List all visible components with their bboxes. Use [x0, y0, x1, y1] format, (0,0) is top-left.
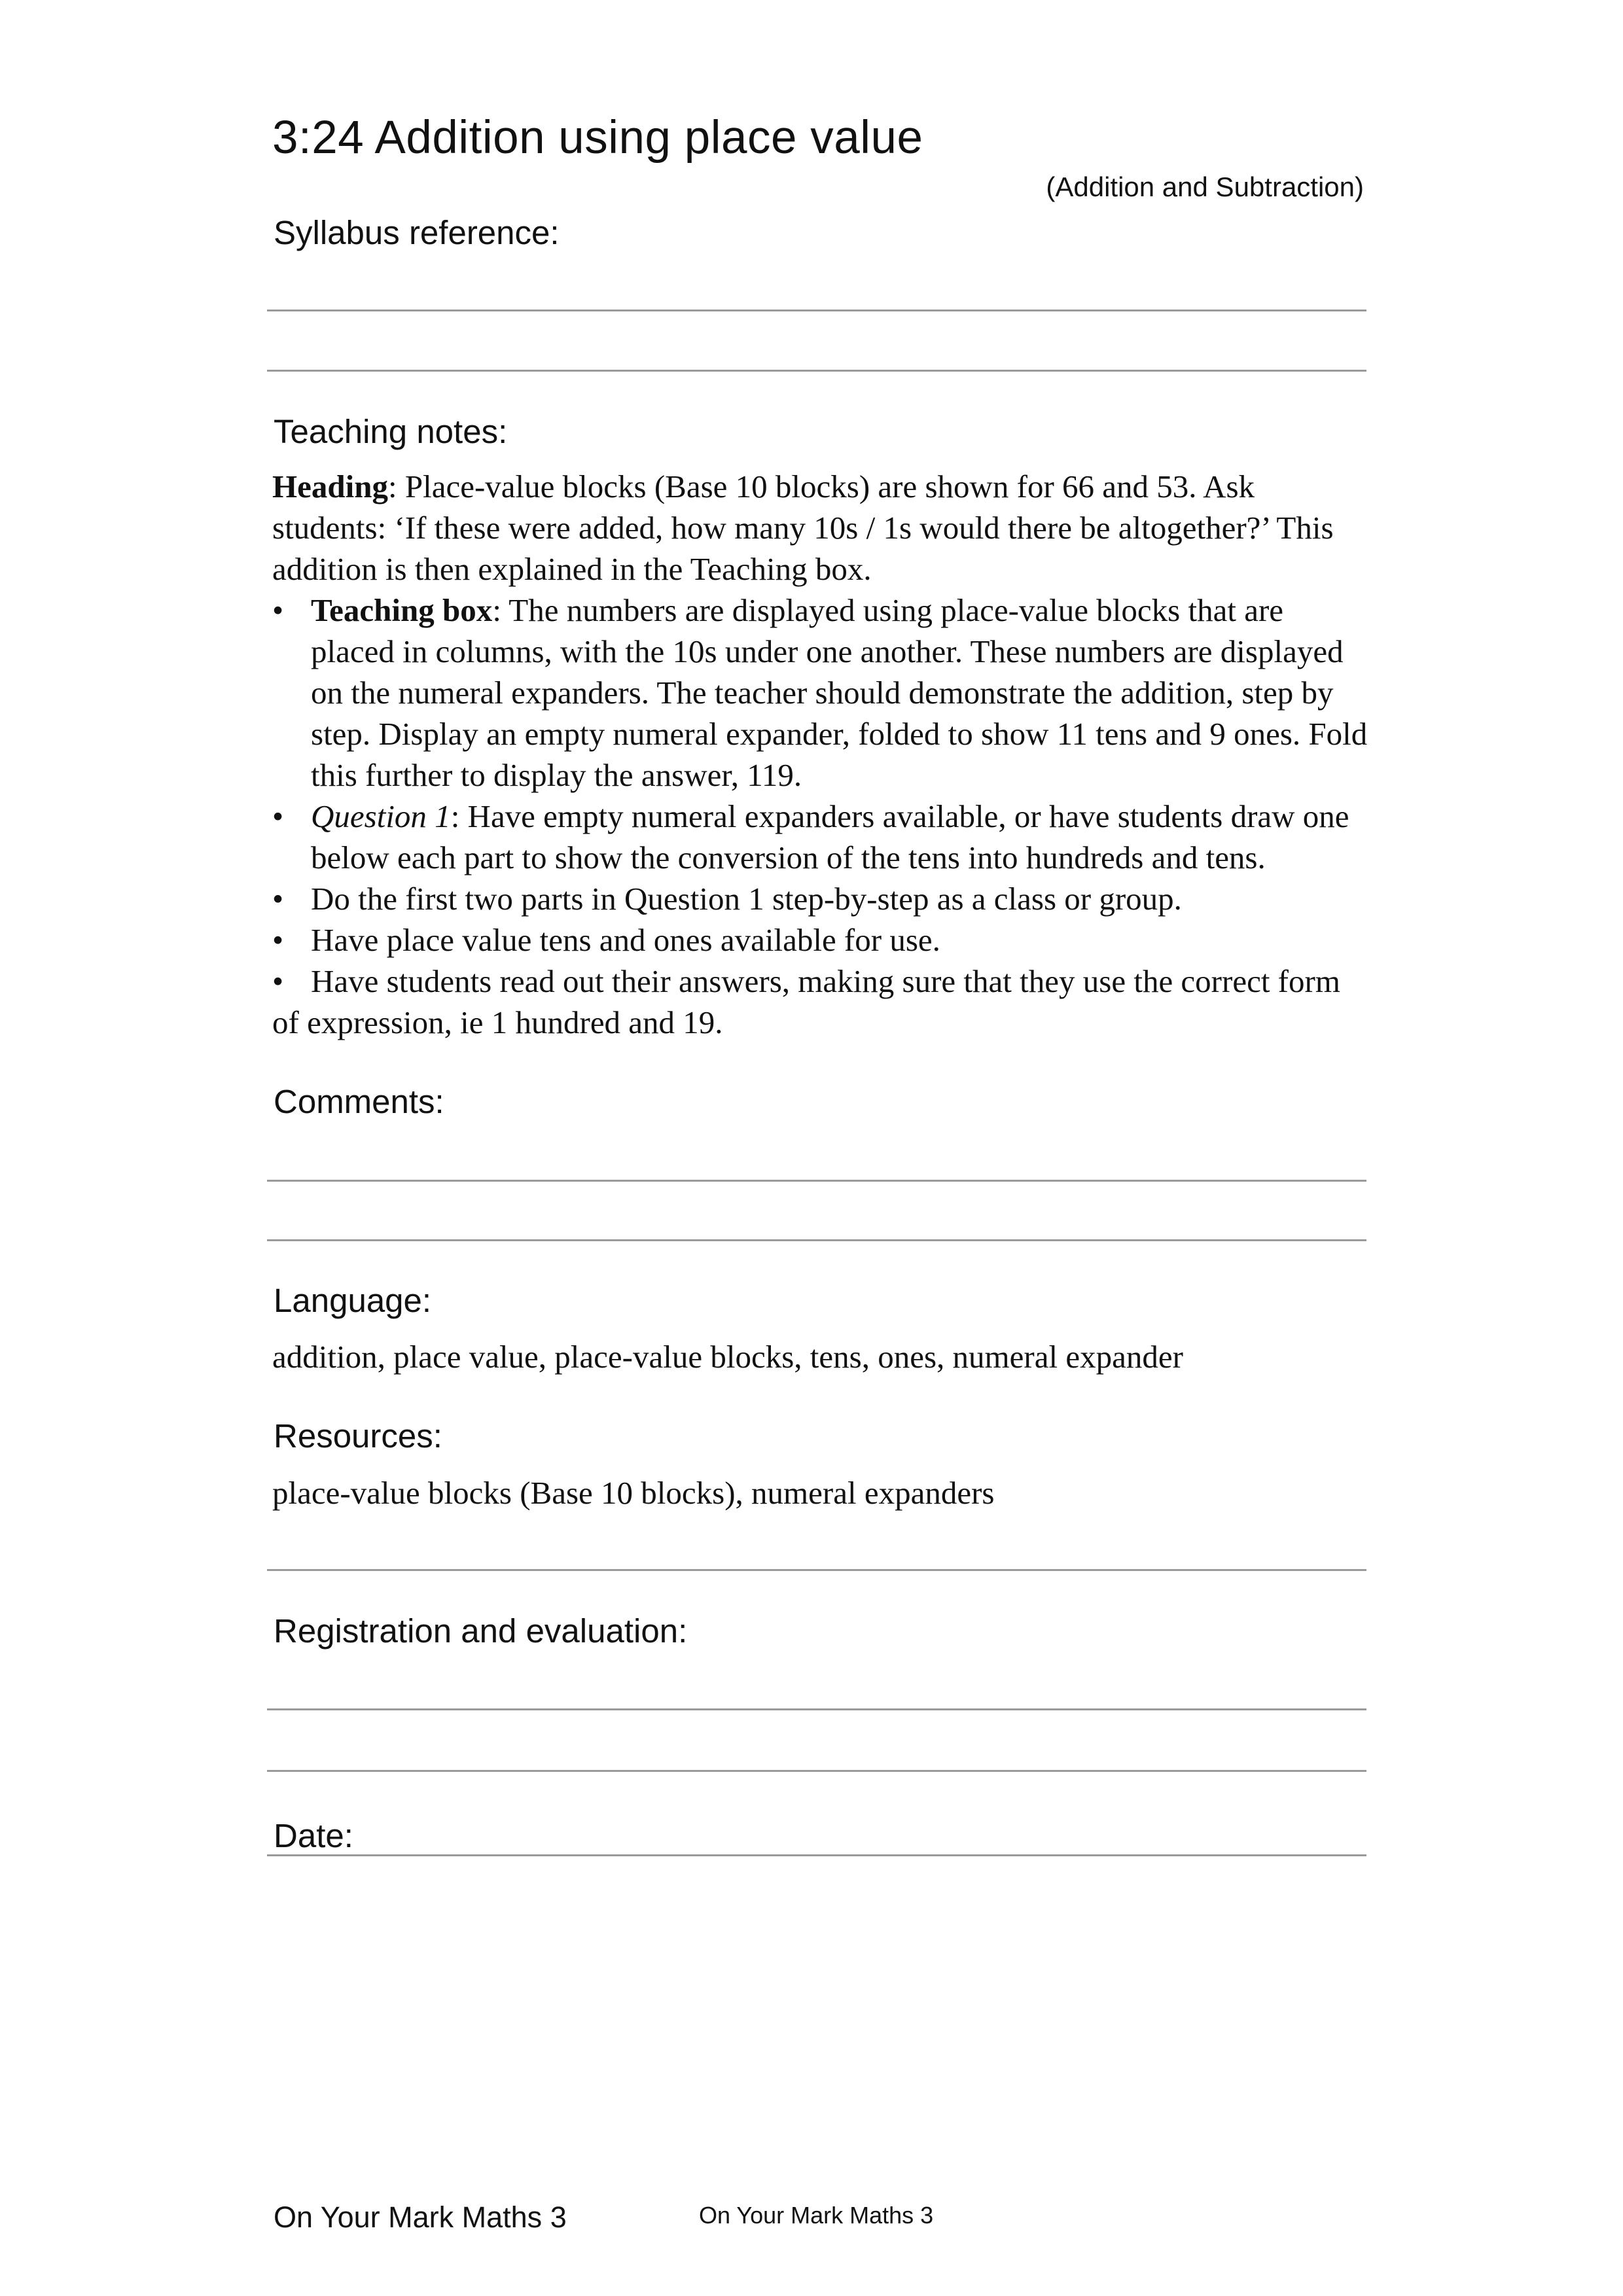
syllabus-reference-label: Syllabus reference: [274, 214, 560, 251]
list-item [272, 796, 1372, 878]
bullet: • [272, 798, 284, 834]
list-item [272, 590, 1372, 796]
teaching-box-text: : The numbers are displayed using place-value blocks that are placed in columns, with the 10s under one another. These numbers are displayed on the numeral expanders. The teacher should demonstrate the addition, step by step. Display an empty numeral expander, folded to show 11 tens and 9 ones. Fold this further to display the answer, 119. [311, 592, 1368, 793]
comments-label: Comments: [274, 1083, 444, 1120]
question-text: : Have empty numeral expanders available, or have students draw one below each part to show the conversion of the tens into hundreds and tens. [311, 798, 1349, 875]
list-item [272, 919, 1372, 961]
footer-center: On Your Mark Maths 3 [699, 2202, 934, 2229]
registration-rule-1 [267, 1708, 1366, 1710]
footer-left: On Your Mark Maths 3 [274, 2200, 567, 2234]
bullet: • [272, 881, 284, 917]
heading-paragraph [272, 466, 1372, 590]
teaching-notes-label: Teaching notes: [274, 413, 508, 450]
page-title: 3:24 Addition using place value [272, 112, 923, 164]
bullet: • [272, 963, 284, 999]
syllabus-rule-2 [267, 370, 1366, 372]
notes-list [272, 590, 1372, 1043]
syllabus-rule-1 [267, 309, 1366, 311]
bullet: • [272, 592, 284, 628]
list-item [272, 961, 1372, 1043]
resources-text: place-value blocks (Base 10 blocks), numeral expanders [272, 1475, 995, 1511]
date-label: Date: [274, 1817, 353, 1854]
comments-rule-2 [267, 1239, 1366, 1241]
registration-rule-2 [267, 1770, 1366, 1772]
language-label: Language: [274, 1282, 432, 1319]
comments-rule-1 [267, 1180, 1366, 1182]
list-item [272, 878, 1372, 919]
heading-term: Heading [272, 468, 388, 504]
heading-text: : Place-value blocks (Base 10 blocks) are shown for 66 and 53. Ask students: ‘If these were added, how many 10s / 1s would there be altogether?’ This addition is then explained in the Teaching box. [272, 468, 1334, 587]
read-answers-text: Have students read out their answers, making sure that they use the correct form of expression, ie 1 hundred and 19. [272, 963, 1340, 1040]
teaching-box-term: Teaching box [311, 592, 493, 628]
registration-evaluation-label: Registration and evaluation: [274, 1612, 688, 1650]
teaching-notes-body [272, 466, 1372, 1043]
resources-rule [267, 1569, 1366, 1571]
strand-label: (Addition and Subtraction) [1046, 171, 1364, 202]
language-text: addition, place value, place-value blocks, tens, ones, numeral expander [272, 1339, 1183, 1375]
place-value-text: Have place value tens and ones available for use. [311, 922, 940, 958]
resources-label: Resources: [274, 1417, 442, 1455]
date-rule [267, 1854, 1366, 1856]
first-two-parts-text: Do the first two parts in Question 1 step-by-step as a class or group. [311, 881, 1182, 917]
bullet: • [272, 922, 284, 958]
question-term: Question 1 [311, 798, 451, 834]
